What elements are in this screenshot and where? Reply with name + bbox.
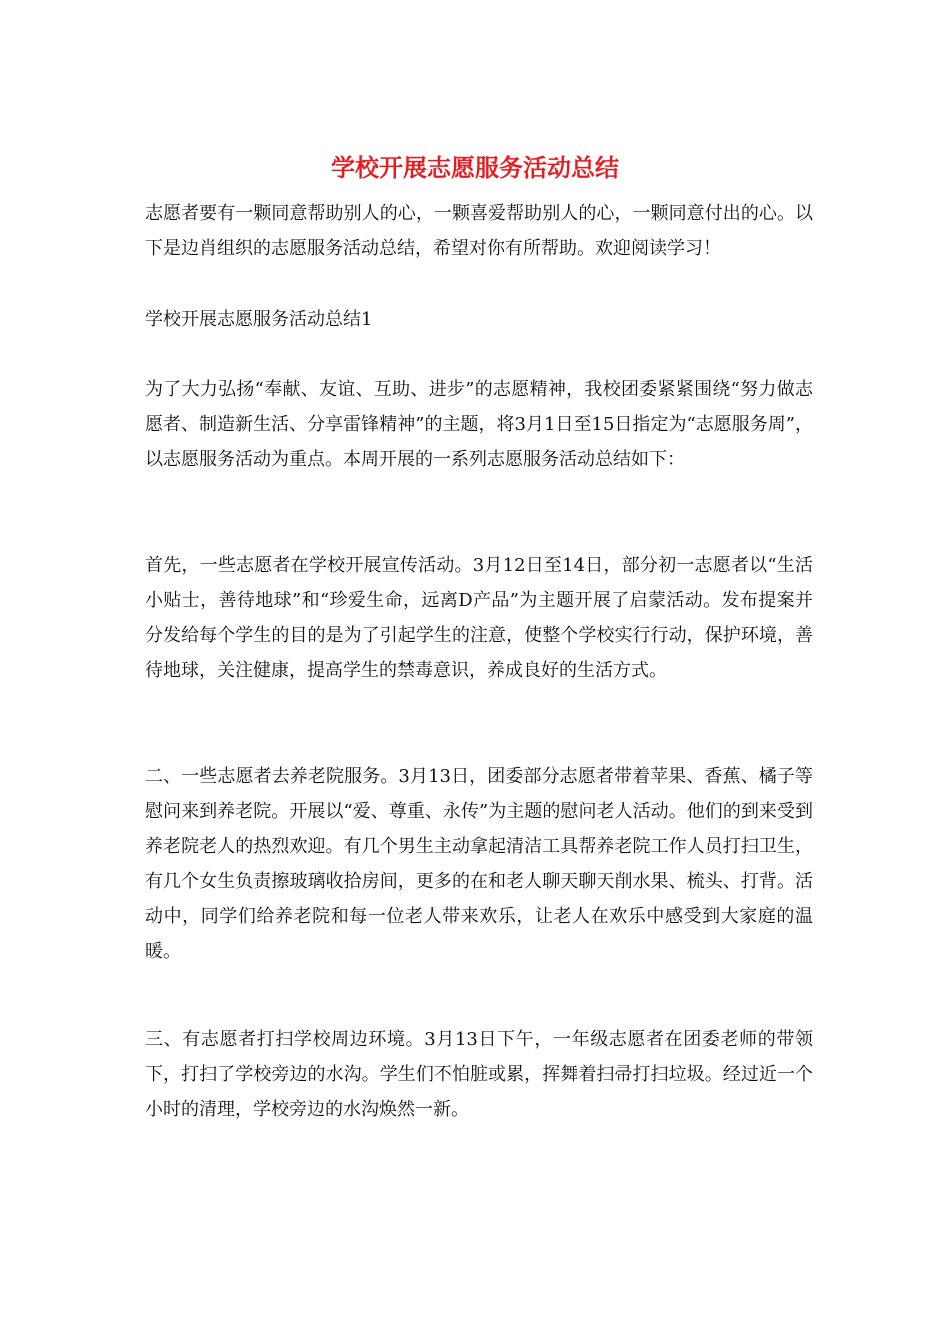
paragraph-3: 二、一些志愿者去养老院服务。3月13日，团委部分志愿者带着苹果、香蕉、橘子等慰问来到养老院。开展以“爱、尊重、永传”为主题的慰问老人活动。他们的到来受到养老院老人的热烈欢迎。有几个男生主动拿起清洁工具帮养老院工作人员打扫卫生，有几个女生负责擦玻璃收拾房间，更多的在和老人聊天聊天削水果、梳头、打背。活动中，同学们给养老院和每一位老人带来欢乐，让老人在欢乐中感受到大家庭的温暖。	[145, 766, 813, 962]
paragraph-4: 三、有志愿者打扫学校周边环境。3月13日下午，一年级志愿者在团委老师的带领下，打扫了学校旁边的水沟。学生们不怕脏或累，挥舞着扫帚打扫垃圾。经过近一个小时的清理，学校旁边的水沟焕然一新。	[145, 1029, 813, 1120]
section-heading: 学校开展志愿服务活动总结1	[145, 309, 373, 330]
intro-paragraph: 志愿者要有一颗同意帮助别人的心，一颗喜爱帮助别人的心，一颗同意付出的心。以下是边肖组织的志愿服务活动总结，希望对你有所帮助。欢迎阅读学习！	[145, 203, 813, 259]
paragraph-1: 为了大力弘扬“奉献、友谊、互助、进步”的志愿精神，我校团委紧紧围绕“努力做志愿者、制造新生活、分享雷锋精神”的主题，将3月1日至15日指定为“志愿服务周”，以志愿服务活动为重点。本周开展的一系列志愿服务活动总结如下：	[145, 379, 813, 470]
document-title: 学校开展志愿服务活动总结	[331, 153, 619, 182]
paragraph-2: 首先，一些志愿者在学校开展宣传活动。3月12日至14日，部分初一志愿者以“生活小贴士，善待地球”和“珍爱生命，远离D产品”为主题开展了启蒙活动。发布提案并分发给每个学生的目的是为了引起学生的注意，使整个学校实行行动，保护环境，善待地球，关注健康，提高学生的禁毒意识，养成良好的生活方式。	[145, 555, 813, 681]
